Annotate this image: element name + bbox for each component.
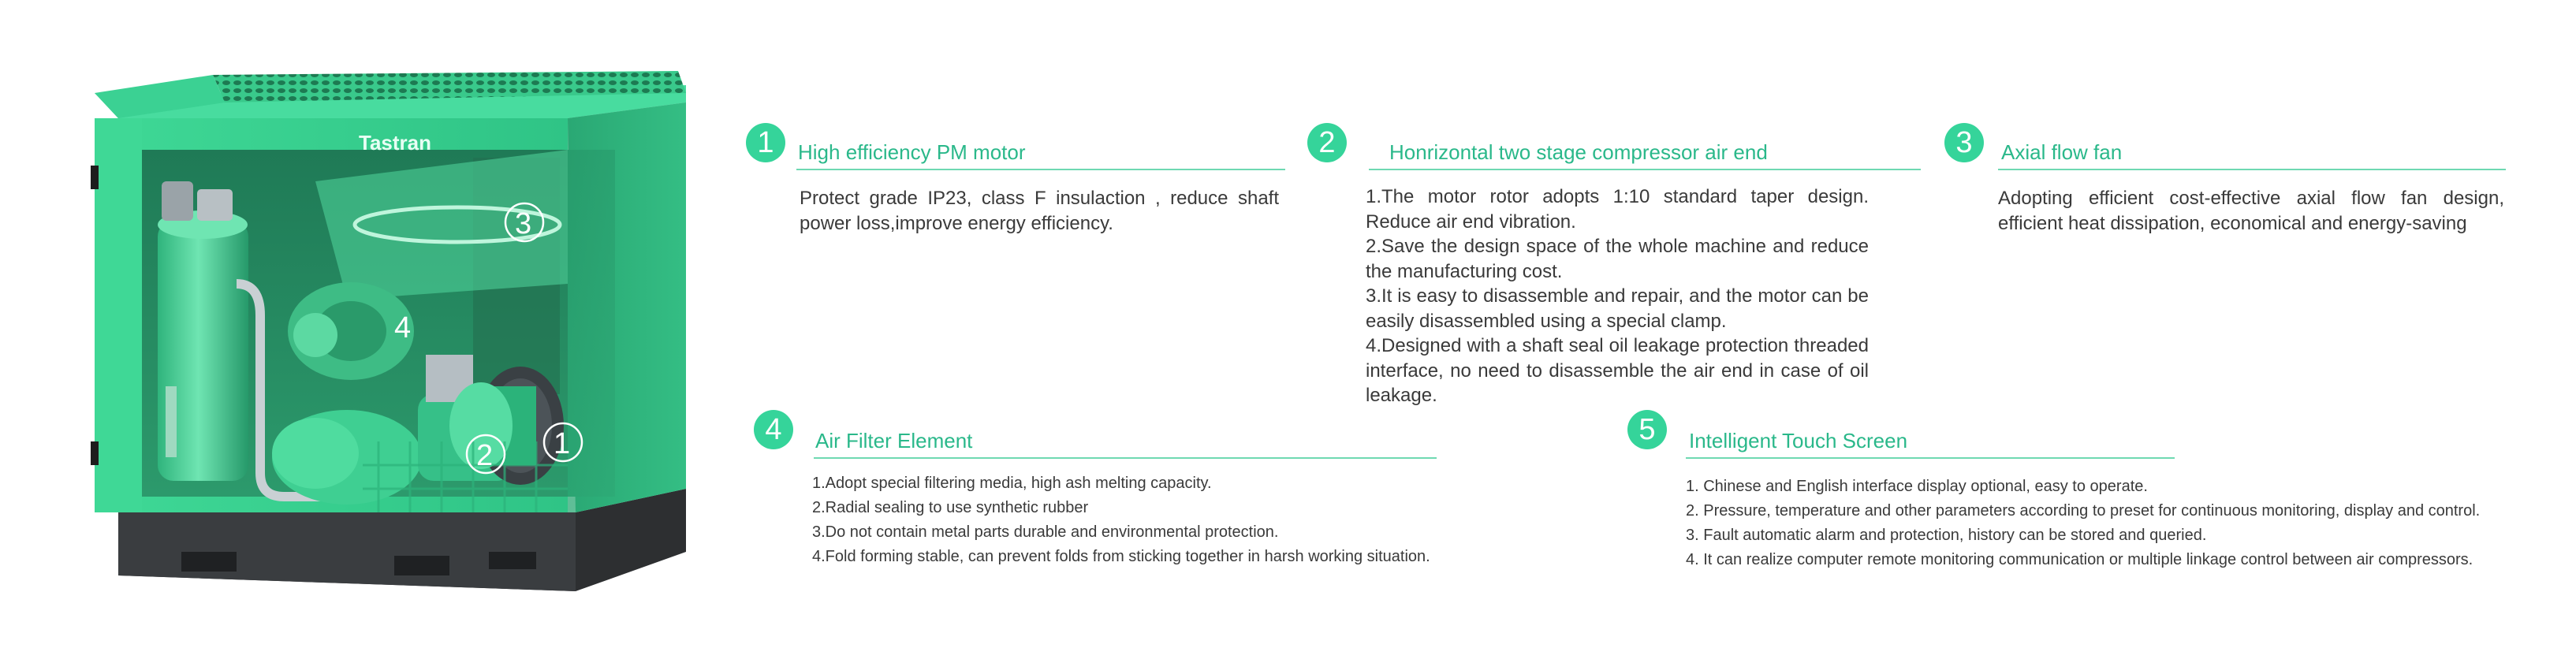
feature-2-title: Honrizontal two stage compressor air end: [1389, 140, 1768, 164]
callout-3: 3: [515, 207, 532, 240]
feature-5-description: [1686, 475, 2480, 572]
feature-3-description: Adopting efficient cost-effective axial flow fan design, efficient heat dissipation, economical and energy-saving: [1998, 188, 2504, 234]
feature-5-line-2: 2. Pressure, temperature and other parameters according to preset for continuous monitoring, display and control.: [1686, 502, 2481, 520]
feature-4-title: Air Filter Element: [815, 429, 973, 452]
feature-4-line-4: 4.Fold forming stable, can prevent folds from sticking together in harsh working situation.: [812, 548, 1430, 565]
feature-5-number-badge: 5: [1627, 410, 1667, 449]
feature-1-divider: [796, 169, 1285, 170]
feature-5-divider: [1686, 457, 2175, 459]
feature-2-line-3: 3.It is easy to disassemble and repair, and the motor can be easily disassembled using a special clamp.: [1366, 285, 1869, 332]
callout-1: 1: [554, 427, 571, 460]
feature-4-line-3: 3.Do not contain metal parts durable and environmental protection.: [812, 523, 1279, 541]
feature-4-divider: [814, 457, 1437, 459]
feature-1-description: Protect grade IP23, class F insulaction , reduce shaft power loss,improve energy efficiency.: [800, 188, 1279, 234]
feature-1-number-badge: 1: [746, 123, 785, 162]
feature-5-title: Intelligent Touch Screen: [1689, 429, 1908, 452]
callout-4: 4: [394, 311, 412, 344]
feature-2-divider: [1369, 169, 1921, 170]
feature-2-line-4: 4.Designed with a shaft seal oil leakage protection threaded interface, no need to disassemble the air end in case of oil leakage.: [1366, 335, 1869, 406]
feature-4-description: [812, 471, 1430, 569]
feature-5-line-4: 4. It can realize computer remote monitoring communication or multiple linkage control between air compressors.: [1686, 551, 2473, 568]
feature-2-line-1: 1.The motor rotor adopts 1:10 standard taper design. Reduce air end vibration.: [1366, 186, 1869, 233]
feature-4-line-1: 1.Adopt special filtering media, high ash melting capacity.: [812, 475, 1212, 492]
feature-1-title: High efficiency PM motor: [798, 140, 1026, 164]
feature-2-description: [1366, 184, 1869, 408]
feature-4-line-2: 2.Radial sealing to use synthetic rubber: [812, 499, 1089, 516]
feature-3-divider: [1998, 169, 2506, 170]
feature-2-number-badge: 2: [1307, 123, 1347, 162]
feature-3-title: Axial flow fan: [2001, 140, 2123, 164]
feature-3-number-badge: 3: [1944, 123, 1984, 162]
feature-5-line-3: 3. Fault automatic alarm and protection, history can be stored and queried.: [1686, 527, 2207, 544]
brand-logo: Tastran: [359, 131, 431, 155]
callout-2: 2: [476, 439, 494, 472]
feature-5-line-1: 1. Chinese and English interface display optional, easy to operate.: [1686, 478, 2148, 495]
feature-4-number-badge: 4: [754, 410, 793, 449]
feature-2-line-2: 2.Save the design space of the whole machine and reduce the manufacturing cost.: [1366, 236, 1869, 282]
air-compressor-illustration: [0, 0, 710, 648]
